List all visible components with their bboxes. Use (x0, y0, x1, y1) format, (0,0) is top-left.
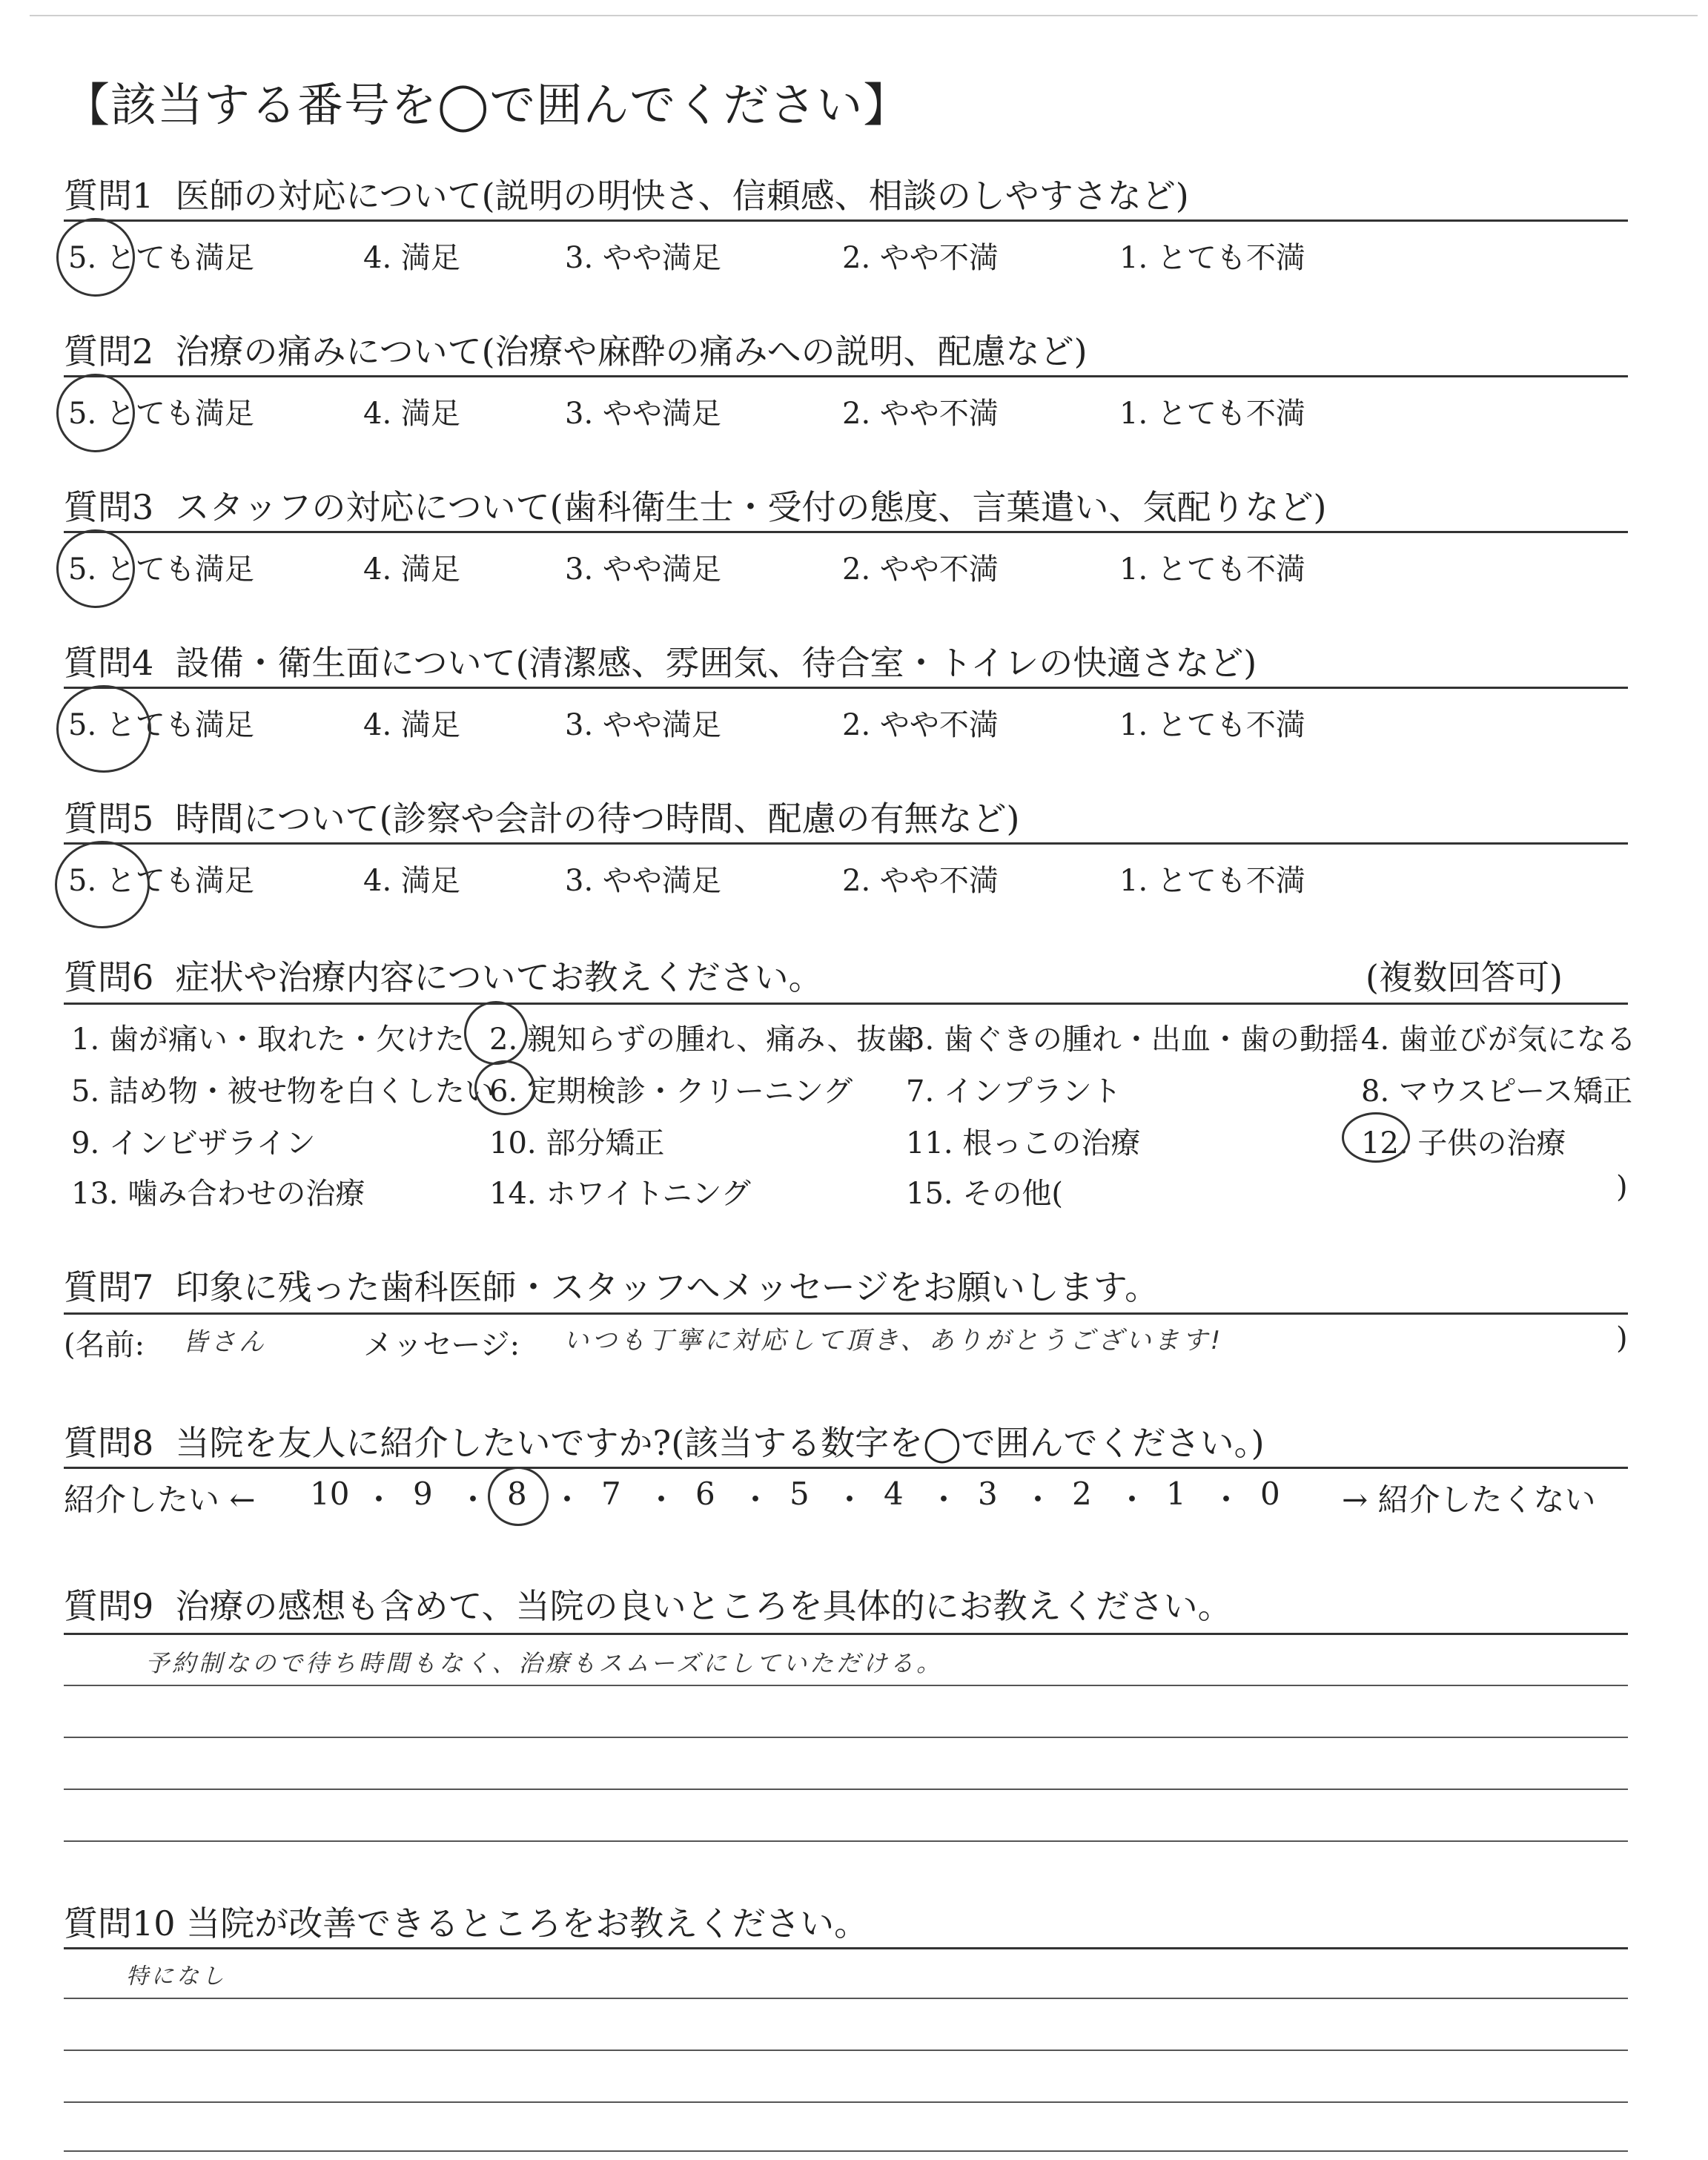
question-7-title: 質問7 印象に残った歯科医師・スタッフへメッセージをお願いします。 (64, 1267, 1159, 1307)
q5-option-2[interactable]: 2. やや不満 (842, 864, 999, 898)
q3-option-1[interactable]: 1. とても不満 (1119, 552, 1305, 587)
q1-option-2[interactable]: 2. やや不満 (842, 241, 999, 275)
question-7-rule (64, 1312, 1628, 1315)
question-6-title: 質問6 症状や治療内容についてお教えください。 (64, 957, 823, 997)
q6-option-8[interactable]: 8. マウスピース矯正 (1361, 1074, 1633, 1109)
q1-option-5[interactable]: 5. とても満足 (68, 241, 254, 275)
question-3-rule (64, 531, 1628, 533)
question-4-title: 質問4 設備・衛生面について(清潔感、雰囲気、待合室・トイレの快適さなど) (64, 643, 1257, 683)
q6-option-2[interactable]: 2. 親知らずの腫れ、痛み、抜歯 (489, 1023, 916, 1057)
q9-writing-line-4 (64, 1840, 1628, 1842)
q6-option-5[interactable]: 5. 詰め物・被せ物を白くしたい (71, 1074, 494, 1109)
q1-option-1[interactable]: 1. とても不満 (1119, 241, 1305, 275)
q8-scale-value[interactable]: 5 (790, 1476, 810, 1512)
q2-option-2[interactable]: 2. やや不満 (842, 397, 999, 431)
q2-option-3[interactable]: 3. やや満足 (565, 397, 721, 431)
question-6-multiple-note: (複数回答可) (1366, 957, 1563, 997)
q2-option-4[interactable]: 4. 満足 (363, 397, 460, 431)
question-1-rule (64, 219, 1628, 222)
question-5-title: 質問5 時間について(診察や会計の待つ時間、配慮の有無など) (64, 799, 1020, 839)
q8-scale-separator: ・ (1211, 1482, 1242, 1518)
q8-scale-value[interactable]: 10 (310, 1476, 350, 1512)
question-6-rule (64, 1003, 1628, 1005)
scan-top-edge (30, 15, 1698, 16)
q4-option-4[interactable]: 4. 満足 (363, 708, 460, 742)
q2-option-1[interactable]: 1. とても不満 (1119, 397, 1305, 431)
q8-scale-separator: ・ (1116, 1482, 1148, 1518)
q8-scale-separator: ・ (646, 1482, 678, 1518)
q2-option-5[interactable]: 5. とても満足 (68, 397, 254, 431)
q6-option-11[interactable]: 11. 根っこの治療 (906, 1126, 1141, 1160)
q6-option-13[interactable]: 13. 噛み合わせの治療 (71, 1177, 365, 1211)
q8-scale-separator: ・ (834, 1482, 866, 1518)
question-3-title: 質問3 スタッフの対応について(歯科衛生士・受付の態度、言葉遣い、気配りなど) (64, 487, 1327, 527)
q5-option-1[interactable]: 1. とても不満 (1119, 864, 1305, 898)
q8-scale-separator: ・ (552, 1482, 583, 1518)
q5-option-5[interactable]: 5. とても満足 (68, 864, 254, 898)
q3-option-5[interactable]: 5. とても満足 (68, 552, 254, 587)
question-8-title: 質問8 当院を友人に紹介したいですか?(該当する数字を◯で囲んでください。) (64, 1423, 1265, 1463)
q6-option-14[interactable]: 14. ホワイトニング (489, 1177, 751, 1211)
question-10-rule (64, 1947, 1628, 1949)
q1-option-3[interactable]: 3. やや満足 (565, 241, 721, 275)
page-heading: 【該当する番号を◯で囲んでください】 (64, 78, 910, 132)
question-2-title: 質問2 治療の痛みについて(治療や麻酔の痛みへの説明、配慮など) (64, 331, 1088, 371)
question-9-rule (64, 1633, 1628, 1635)
q8-scale-value[interactable]: 6 (695, 1476, 715, 1512)
q10-writing-line-2 (64, 2050, 1628, 2051)
q3-option-4[interactable]: 4. 満足 (363, 552, 460, 587)
q7-name-handwritten: 皆さん (182, 1327, 267, 1357)
q6-option-10[interactable]: 10. 部分矯正 (489, 1126, 665, 1160)
question-8-rule (64, 1467, 1628, 1469)
q7-close: ) (1616, 1321, 1628, 1355)
q4-option-3[interactable]: 3. やや満足 (565, 708, 721, 742)
q10-writing-line-4 (64, 2150, 1628, 2152)
q6-option-12[interactable]: 12. 子供の治療 (1361, 1126, 1566, 1160)
q8-right-label: → 紹介したくない (1342, 1482, 1596, 1518)
q4-option-1[interactable]: 1. とても不満 (1119, 708, 1305, 742)
q8-scale-value[interactable]: 1 (1166, 1476, 1186, 1512)
question-5-rule (64, 842, 1628, 845)
q6-option-4[interactable]: 4. 歯並びが気になる (1361, 1023, 1636, 1057)
q6-option-15-close: ) (1616, 1170, 1628, 1204)
q7-message-label: メッセージ: (363, 1328, 520, 1362)
q9-writing-line-1 (64, 1685, 1628, 1686)
question-9-title: 質問9 治療の感想も含めて、当院の良いところを具体的にお教えください。 (64, 1586, 1232, 1626)
q8-scale-value[interactable]: 2 (1072, 1476, 1092, 1512)
q9-answer-handwritten: 予約制なので待ち時間もなく、治療もスムーズにしていただける。 (145, 1649, 944, 1677)
q10-answer-handwritten: 特になし (126, 1964, 227, 1989)
q6-option-7[interactable]: 7. インプラント (906, 1074, 1122, 1109)
q1-option-4[interactable]: 4. 満足 (363, 241, 460, 275)
q5-option-4[interactable]: 4. 満足 (363, 864, 460, 898)
q4-option-2[interactable]: 2. やや不満 (842, 708, 999, 742)
question-1-title: 質問1 医師の対応について(説明の明快さ、信頼感、相談のしやすさなど) (64, 176, 1189, 216)
q7-name-label: (名前: (64, 1328, 145, 1362)
q8-scale-value[interactable]: 3 (978, 1476, 998, 1512)
q7-message-handwritten: いつも丁寧に対応して頂き、ありがとうございます! (563, 1326, 1224, 1355)
q8-scale-separator: ・ (1022, 1482, 1054, 1518)
q8-left-label: 紹介したい ← (64, 1482, 256, 1518)
q6-option-15[interactable]: 15. その他( (906, 1177, 1063, 1211)
question-4-rule (64, 687, 1628, 689)
q8-scale-separator: ・ (457, 1482, 489, 1518)
q6-option-1[interactable]: 1. 歯が痛い・取れた・欠けた (71, 1023, 465, 1057)
q6-option-9[interactable]: 9. インビザライン (71, 1126, 316, 1160)
q8-scale-separator: ・ (363, 1482, 395, 1518)
q5-option-3[interactable]: 3. やや満足 (565, 864, 721, 898)
q3-option-3[interactable]: 3. やや満足 (565, 552, 721, 587)
q8-scale-value[interactable]: 9 (413, 1476, 433, 1512)
q4-option-5[interactable]: 5. とても満足 (68, 708, 254, 742)
question-2-rule (64, 375, 1628, 377)
q8-scale-value[interactable]: 8 (507, 1476, 527, 1512)
q8-scale-separator: ・ (928, 1482, 960, 1518)
q8-scale-value[interactable]: 0 (1260, 1476, 1280, 1512)
q8-scale-value[interactable]: 7 (601, 1476, 621, 1512)
q9-writing-line-2 (64, 1737, 1628, 1738)
q10-writing-line-1 (64, 1998, 1628, 1999)
q3-option-2[interactable]: 2. やや不満 (842, 552, 999, 587)
q8-scale-separator: ・ (740, 1482, 772, 1518)
question-10-title: 質問10 当院が改善できるところをお教えください。 (64, 1903, 869, 1943)
q6-option-6[interactable]: 6. 定期検診・クリーニング (489, 1074, 853, 1109)
q8-scale-value[interactable]: 4 (884, 1476, 904, 1512)
q9-writing-line-3 (64, 1789, 1628, 1790)
q6-option-3[interactable]: 3. 歯ぐきの腫れ・出血・歯の動揺 (906, 1023, 1359, 1057)
q10-writing-line-3 (64, 2101, 1628, 2103)
